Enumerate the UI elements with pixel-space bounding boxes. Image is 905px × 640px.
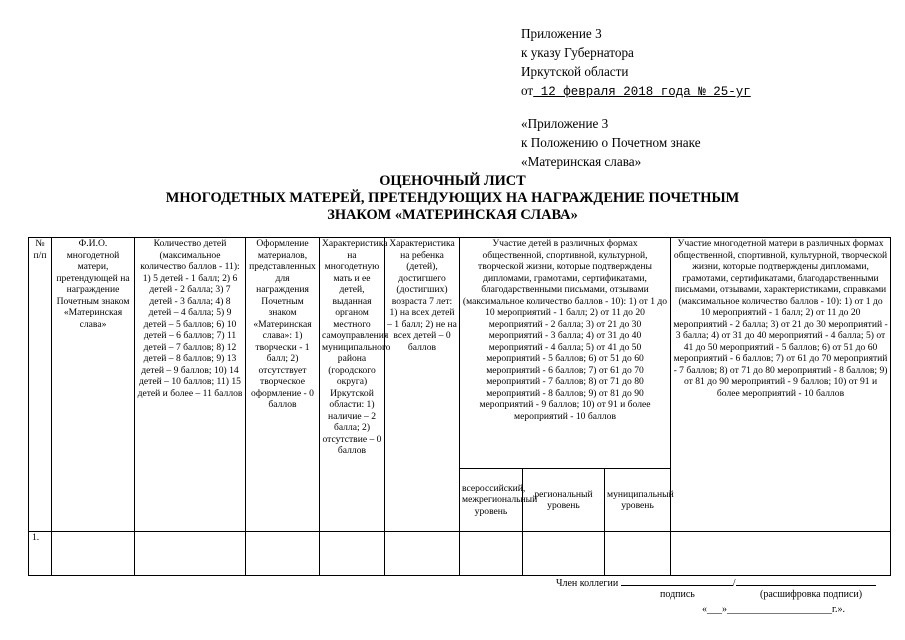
row-num: 1.	[29, 532, 52, 576]
header-children-participation: Участие детей в различных формах общественной, спортивной, культурной, творческой жизни, которые подтверждены дипломами, грамотами, сертификатами, благодарственными письмами, отзывами (максимальное количество баллов - 10): 1) от 1 до 10 мероприятий - 1 балл; 2) от 11 до 20 мероприятий - 2 балла; 3) от 21 до 30 мероприятий - 3 балла; 4) от 31 до 40 мероприятий - 4 балла; 5) от 41 до 50 мероприятий - 5 баллов; 6) от 51 до 60 мероприятий - 6 баллов; 7) от 61 до 70 мероприятий - 7 баллов; 8) от 71 до 80 мероприятий - 8 баллов; 9) от 81 до 90 мероприятий - 9 баллов; 10) от 91 и более мероприятий - 10 баллов	[460, 238, 671, 469]
signature-line	[556, 576, 876, 589]
cell-children[interactable]	[135, 532, 246, 576]
appendix-line: к указу Губернатора	[521, 45, 634, 60]
header-num: № п/п	[29, 238, 52, 532]
cell-mother-participation[interactable]	[671, 532, 891, 576]
signature-blank[interactable]	[621, 576, 733, 586]
document-title	[0, 173, 905, 224]
cell-all-russian[interactable]	[460, 532, 523, 576]
cell-fio[interactable]	[52, 532, 135, 576]
appendix-line: «Приложение 3	[521, 116, 609, 131]
decode-caption: (расшифровка подписи)	[760, 589, 863, 600]
date-line[interactable]: «___»_____________________г.».	[702, 604, 845, 615]
sign-caption: подпись	[660, 589, 695, 600]
appendix-line: Приложение 3	[521, 26, 602, 41]
title-line: ОЦЕНОЧНЫЙ ЛИСТ	[379, 173, 526, 189]
subheader-regional: региональный уровень	[523, 469, 605, 532]
header-design: Оформление материалов, представленных для награждения Почетным знаком «Материнская слава»: 1) творчески - 1 балл; 2) отсутствует творческое оформление - 0 баллов	[246, 238, 320, 532]
appendix-line: «Материнская слава»	[521, 154, 642, 169]
cell-regional[interactable]	[523, 532, 605, 576]
appendix-line: Иркутской области	[521, 64, 629, 79]
evaluation-table	[28, 237, 891, 576]
cell-characteristic-child[interactable]	[385, 532, 460, 576]
cell-design[interactable]	[246, 532, 320, 576]
title-line: МНОГОДЕТНЫХ МАТЕРЕЙ, ПРЕТЕНДУЮЩИХ НА НАГРАЖДЕНИЕ ПОЧЕТНЫМ	[165, 190, 740, 206]
header-fio: Ф.И.О. многодетной матери, претендующей на награждение Почетным знаком «Материнская слава»	[52, 238, 135, 532]
subheader-municipal: муниципальный уровень	[605, 469, 671, 532]
decode-blank[interactable]	[736, 576, 876, 586]
header-characteristic-mother: Характеристика на многодетную мать и ее детей, выданная органом местного самоуправления муниципального района (городского округа) Иркутской области: 1) наличие – 2 балла; 2) отсутствие – 0 баллов	[320, 238, 385, 532]
cell-municipal[interactable]	[605, 532, 671, 576]
member-label: Член коллегии	[556, 578, 619, 589]
header-mother-participation	[671, 238, 891, 532]
subheader-all-russian: всероссийский, межрегиональный уровень	[460, 469, 523, 532]
date-value: 12 февраля 2018 года № 25-уг	[533, 85, 751, 99]
appendix-block	[521, 24, 751, 171]
title-line: ЗНАКОМ «МАТЕРИНСКАЯ СЛАВА»	[327, 207, 578, 223]
appendix-line: к Положению о Почетном знаке	[521, 135, 701, 150]
appendix-date	[521, 81, 751, 102]
date-prefix: от	[521, 83, 534, 98]
mother-participation-text: Участие многодетной матери в различных формах общественной, спортивной, культурной, творческой жизни, которые подтверждены дипломами, грамотами, сертификатами, благодарственными письмами, отзывами, характеристиками, справками (максимальное количество баллов - 10): 1) от 1 до 10 мероприятий - 1 балл; 2) от 11 до 20 мероприятий - 2 балла; 3) от 21 до 30 мероприятий - 3 балла; 4) от 31 до 40 мероприятий - 4 балла; 5) от 41 до 50 мероприятий - 5 баллов; 6) от 51 до 60 мероприятий - 6 баллов; 7) от 61 до 70 мероприятий - 7 баллов; 8) от 71 до 80 мероприятий - 8 баллов; 9) от 81 до 90 мероприятий - 9 баллов; 10) от 91 и более мероприятий - 10 баллов	[673, 238, 888, 399]
header-children: Количество детей (максимальное количество баллов - 11): 1) 5 детей - 1 балл; 2) 6 детей - 2 балла; 3) 7 детей - 3 балла; 4) 8 детей – 4 балла; 5) 9 детей – 5 баллов; 6) 10 детей – 6 баллов; 7) 11 детей – 7 баллов; 8) 12 детей – 8 баллов; 9) 13 детей – 9 баллов; 10) 14 детей – 10 баллов; 11) 15 детей и более – 11 баллов	[135, 238, 246, 532]
header-characteristic-child: Характеристика на ребенка (детей), достигшего (достигших) возраста 7 лет: 1) на всех детей – 1 балл; 2) не на всех детей – 0 баллов	[385, 238, 460, 532]
slash: /	[732, 578, 736, 589]
cell-characteristic-mother[interactable]	[320, 532, 385, 576]
